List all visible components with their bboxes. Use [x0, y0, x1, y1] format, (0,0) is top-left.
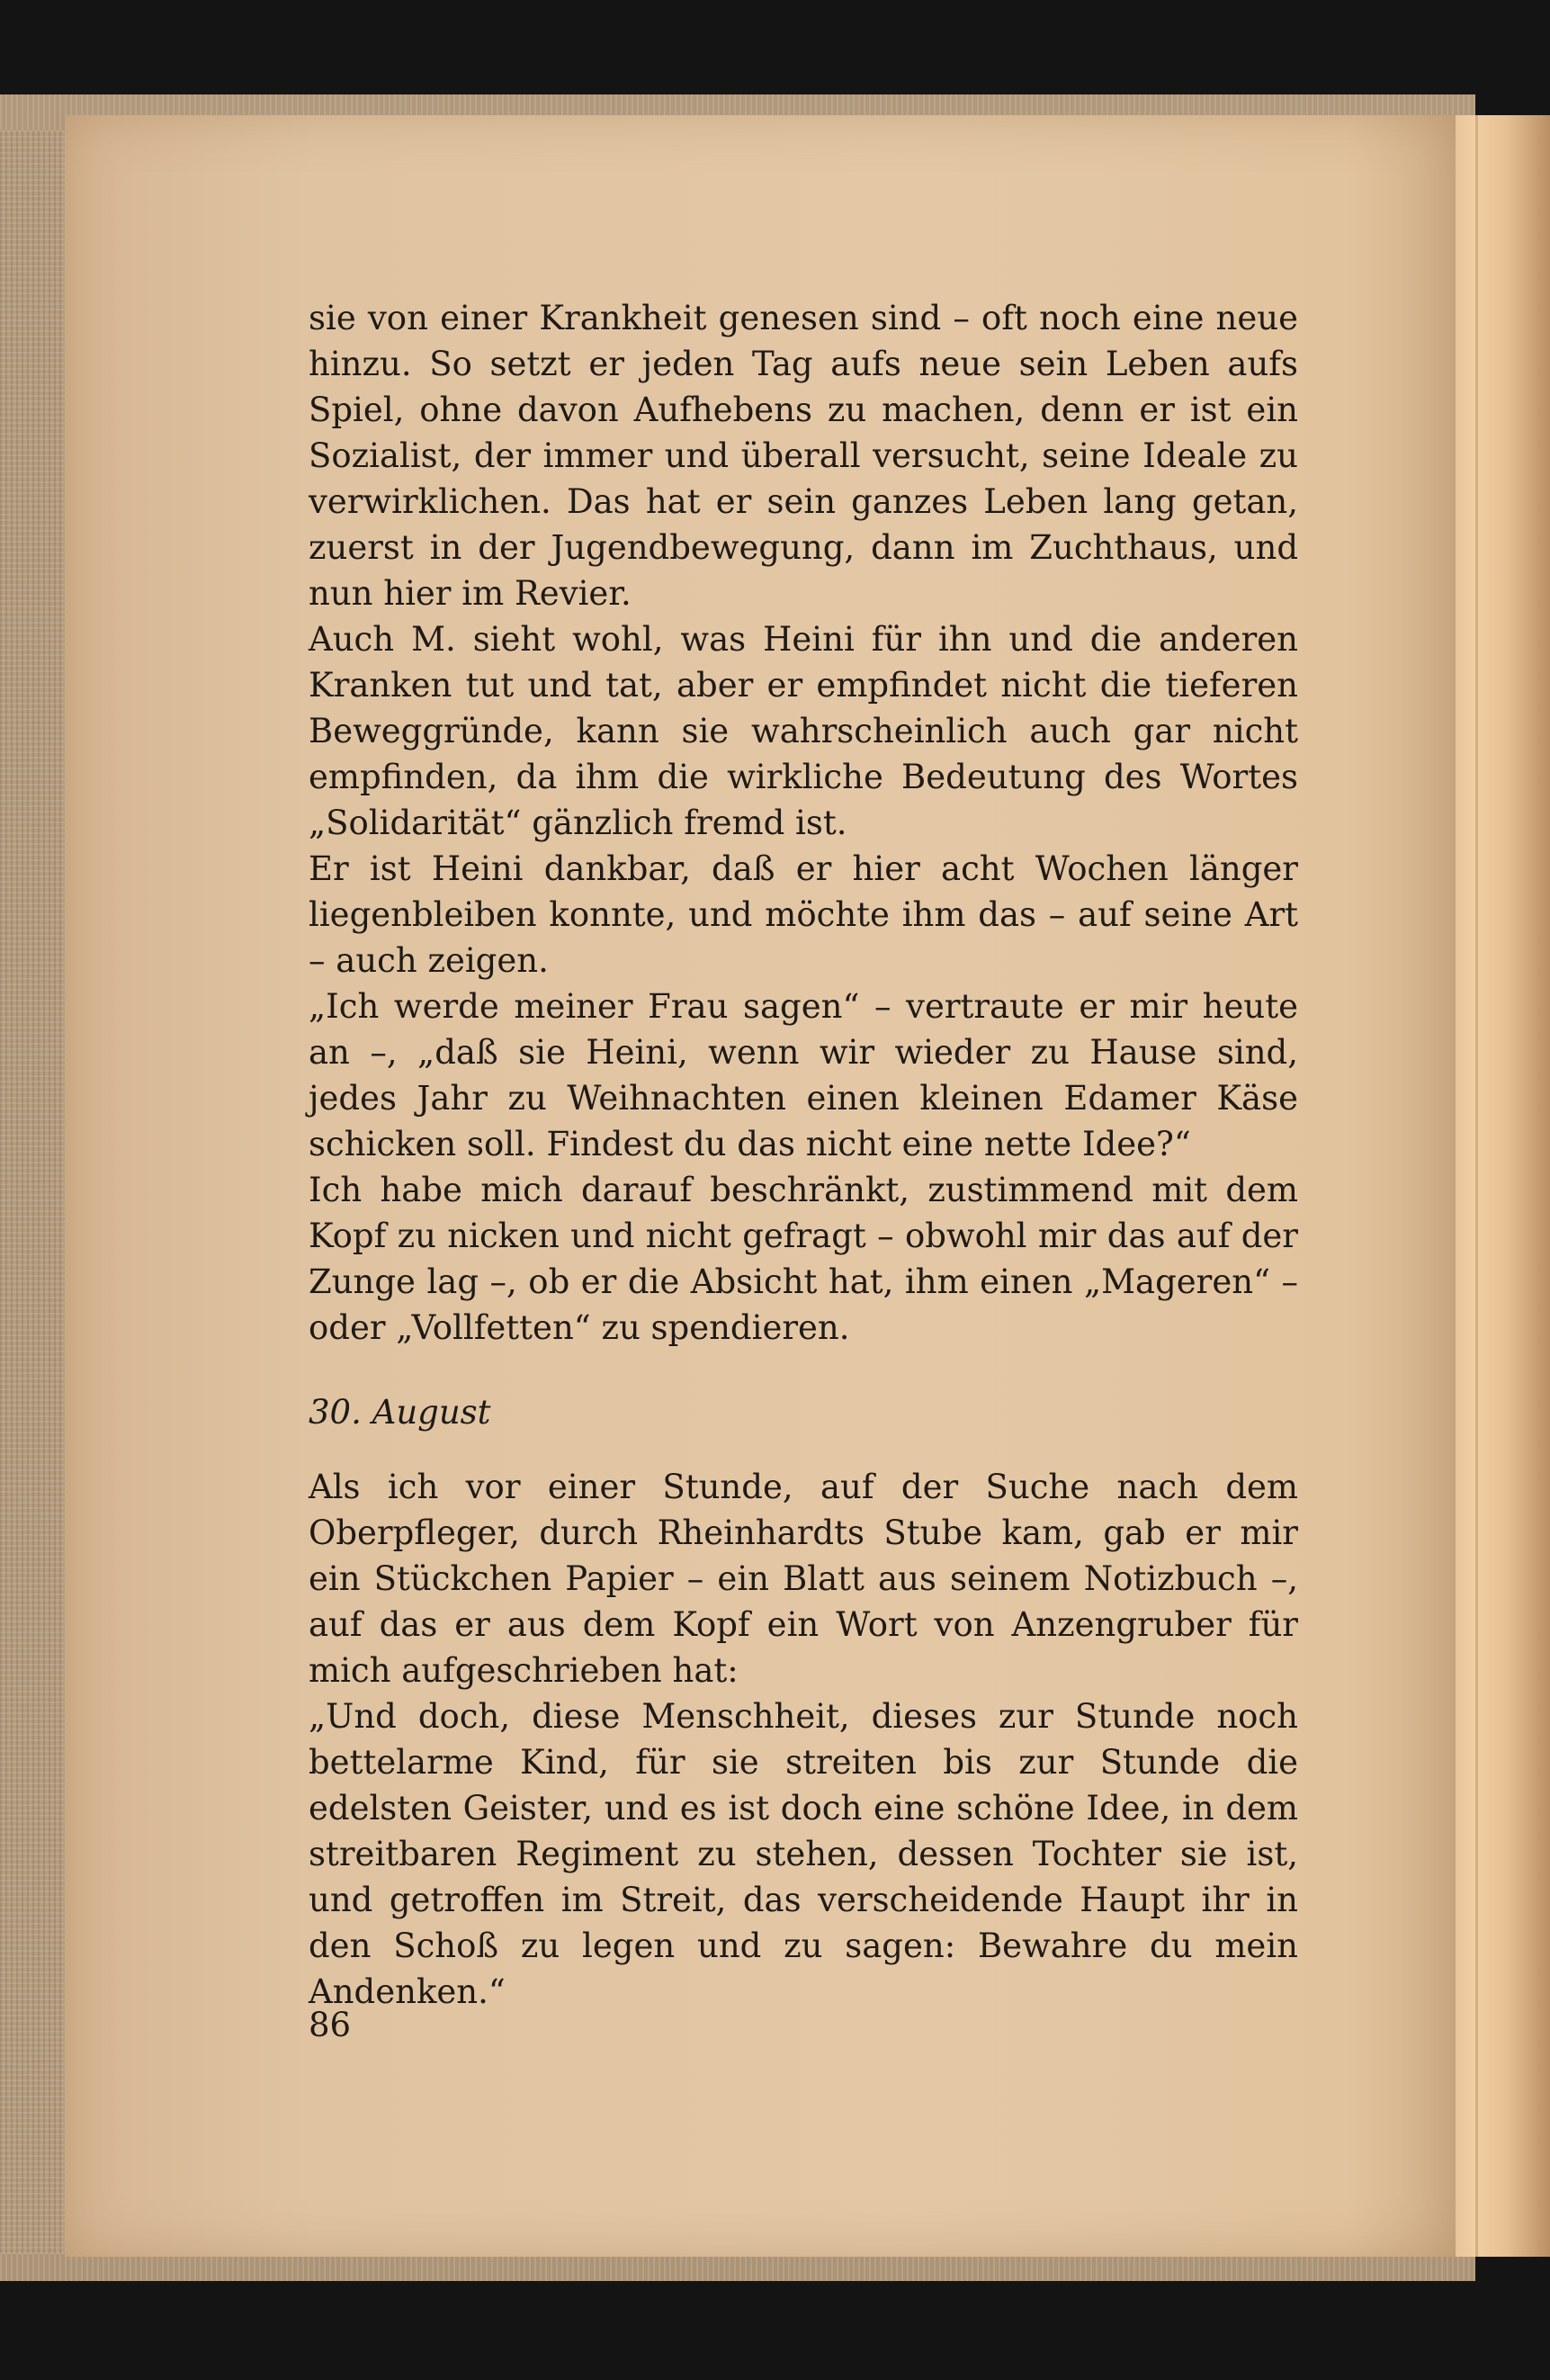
paragraph: „Ich werde meiner Frau sagen“ – vertraute er mir heute an –, „daß sie Heini, wenn wir wieder zu Hause sind, jedes Jahr zu Weihnachten einen kleinen Edamer Käse schicken soll. Findest du das nicht eine nette Idee?“ — [309, 987, 1298, 1163]
paragraph: Auch M. sieht wohl, was Heini für ihn und die anderen Kranken tut und tat, aber er empfindet nicht die tieferen Beweggründe, kann sie wahrscheinlich auch gar nicht empfinden, da ihm die wirkliche Bedeutung des Wortes „Solidarität“ gänzlich fremd ist. — [309, 620, 1298, 842]
page-number: 86 — [309, 2006, 352, 2044]
paragraph: sie von einer Krankheit genesen sind – oft noch eine neue hinzu. So setzt er jeden Tag aufs neue sein Leben aufs Spiel, ohne davon Aufhebens zu machen, denn er ist ein Sozialist, der immer und überall versucht, seine Ideale zu verwirklichen. Das hat er sein ganzes Leben lang getan, zuerst in der Jugendbewegung, dann im Zuchthaus, und nun hier im Revier. — [309, 299, 1298, 613]
text-block-top — [309, 295, 1298, 1351]
paragraph: Er ist Heini dankbar, daß er hier acht Wochen länger liegenbleiben konnte, und möchte ihm das – auf seine Art – auch zeigen. — [309, 849, 1298, 980]
page-edge — [1456, 115, 1550, 2257]
date-heading: 30. August — [309, 1393, 491, 1432]
paragraph: Als ich vor einer Stunde, auf der Suche nach dem Oberpfleger, durch Rheinhardts Stube kam, gab er mir ein Stückchen Papier – ein Blatt aus seinem Notizbuch –, auf das er aus dem Kopf ein Wort von Anzengruber für mich aufgeschrieben hat: — [309, 1468, 1298, 1690]
text-block-bottom — [309, 1464, 1298, 2015]
paragraph: „Und doch, diese Menschheit, dieses zur Stunde noch bettelarme Kind, für sie streiten bis zur Stunde die edelsten Geister, und es ist doch eine schöne Idee, in dem streitbaren Regiment zu stehen, dessen Tochter sie ist, und getroffen im Streit, das verscheidende Haupt ihr in den Schoß zu legen und zu sagen: Bewahre du mein Andenken.“ — [309, 1697, 1298, 2011]
paragraph: Ich habe mich darauf beschränkt, zustimmend mit dem Kopf zu nicken und nicht gefragt – obwohl mir das auf der Zunge lag –, ob er die Absicht hat, ihm einen „Mageren“ – oder „Vollfetten“ zu spendieren. — [309, 1171, 1298, 1347]
book-binding-bottom — [0, 2254, 1475, 2281]
